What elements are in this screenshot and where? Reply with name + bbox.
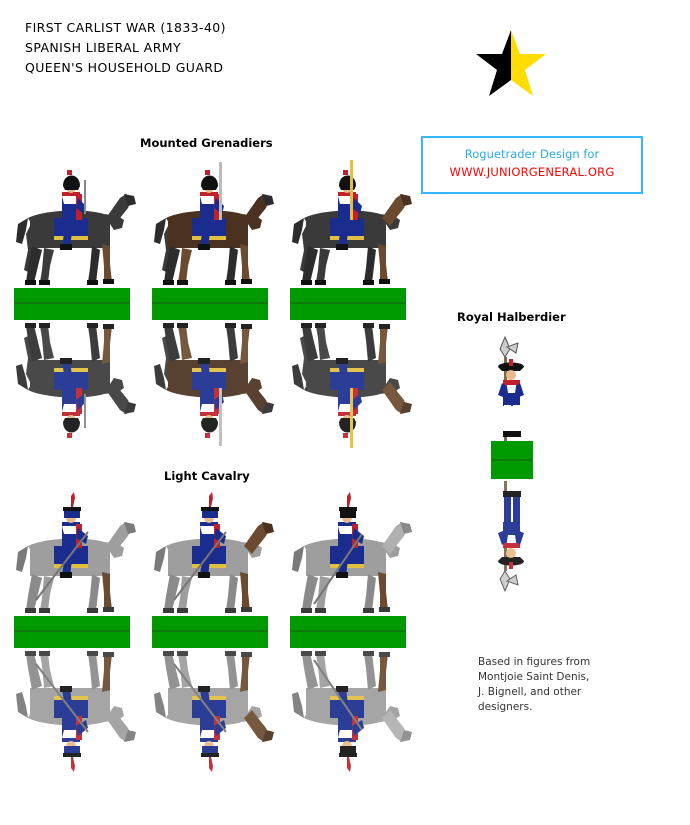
credit-box <box>421 136 643 194</box>
section-heading-mounted-grenadiers: Mounted Grenadiers <box>140 136 273 150</box>
mounted-grenadier-figure-2[interactable] <box>152 160 274 448</box>
section-heading-light-cavalry: Light Cavalry <box>164 469 250 483</box>
mounted-grenadier-figure-1[interactable] <box>14 160 136 448</box>
light-cavalry-figure-1[interactable] <box>14 488 136 776</box>
footer-line-1: Based in figures from <box>478 656 591 668</box>
footer-credit-note <box>478 655 648 715</box>
title-line-3: QUEEN'S HOUSEHOLD GUARD <box>25 60 224 75</box>
credit-line-2[interactable]: WWW.JUNIORGENERAL.ORG <box>449 165 615 179</box>
light-cavalry-figure-3[interactable] <box>290 488 412 776</box>
title-line-2: SPANISH LIBERAL ARMY <box>25 40 182 55</box>
mounted-grenadier-figure-3[interactable] <box>290 160 412 448</box>
footer-line-4: designers. <box>478 701 533 713</box>
section-heading-royal-halberdier: Royal Halberdier <box>457 310 566 324</box>
footer-line-3: J. Bignell, and other <box>478 686 582 698</box>
light-cavalry-figure-2[interactable] <box>152 488 274 776</box>
royal-halberdier-figure-1[interactable] <box>480 333 542 595</box>
credit-line-1: Roguetrader Design for <box>464 147 600 161</box>
star-logo-icon <box>474 28 548 100</box>
page-title <box>25 18 226 78</box>
title-line-1: FIRST CARLIST WAR (1833-40) <box>25 20 226 35</box>
footer-line-2: Montjoie Saint Denis, <box>478 671 590 683</box>
